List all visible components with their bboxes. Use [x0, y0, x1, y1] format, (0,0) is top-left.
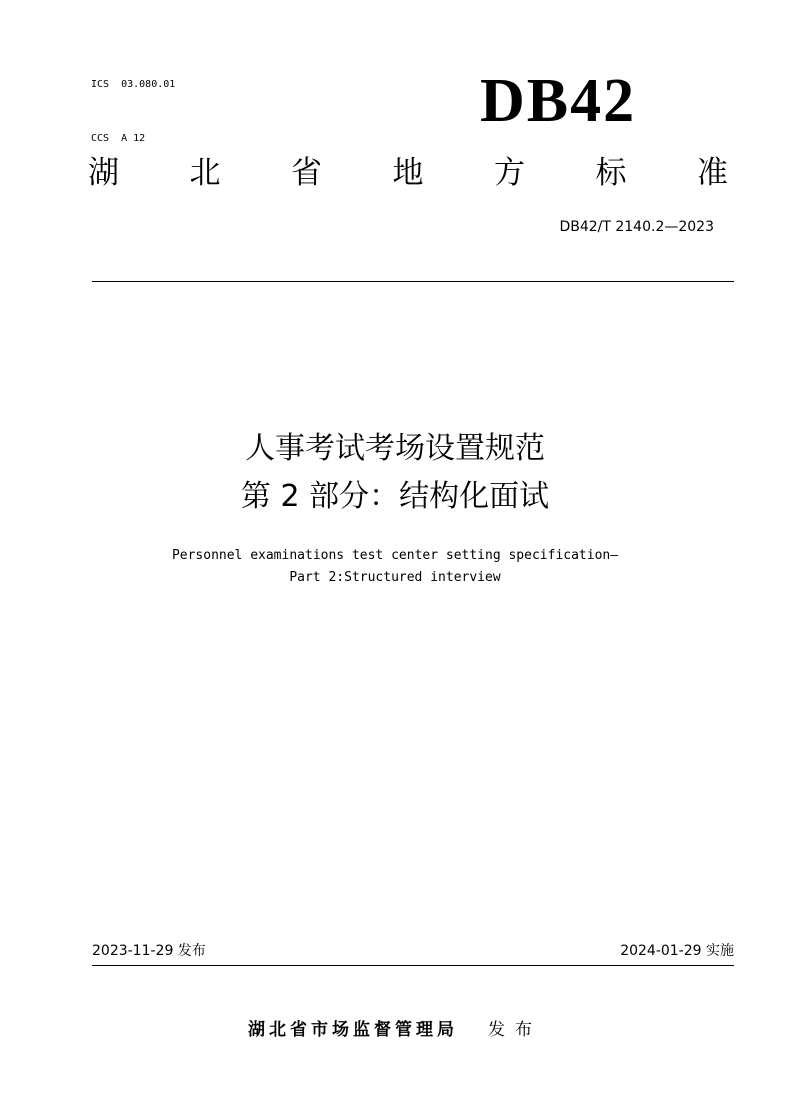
title-english-line-2: Part 2:Structured interview	[289, 570, 501, 585]
standard-logo: DB42	[480, 67, 637, 135]
title-chinese-line-1: 人事考试考场设置规范	[245, 431, 545, 466]
implementation-date: 2024-01-29 实施	[620, 943, 734, 959]
standard-number: DB42/T 2140.2—2023	[559, 219, 714, 235]
footer-divider	[92, 965, 734, 966]
standard-type-char: 省	[291, 155, 322, 191]
title-english-line-1: Personnel examinations test center setting specification—	[171, 548, 619, 563]
header-divider	[92, 281, 734, 282]
standard-type-title	[88, 148, 728, 198]
issue-date: 2023-11-29 发布	[92, 943, 206, 959]
issuing-authority	[0, 1016, 790, 1044]
issuer-action: 发布	[488, 1020, 542, 1040]
ccs-code: CCS A 12	[91, 133, 146, 144]
ics-code: ICS 03.080.01	[91, 79, 176, 90]
standard-type-char: 标	[595, 155, 627, 191]
standard-type-char: 地	[392, 155, 424, 191]
issuer-organization: 湖北省市场监督管理局	[248, 1020, 458, 1040]
standard-type-char: 湖	[88, 155, 119, 191]
standard-type-char: 准	[697, 155, 728, 191]
standard-type-char: 方	[494, 155, 525, 191]
standard-type-char: 北	[189, 155, 221, 191]
title-chinese-line-2: 第 2 部分：结构化面试	[240, 479, 550, 514]
